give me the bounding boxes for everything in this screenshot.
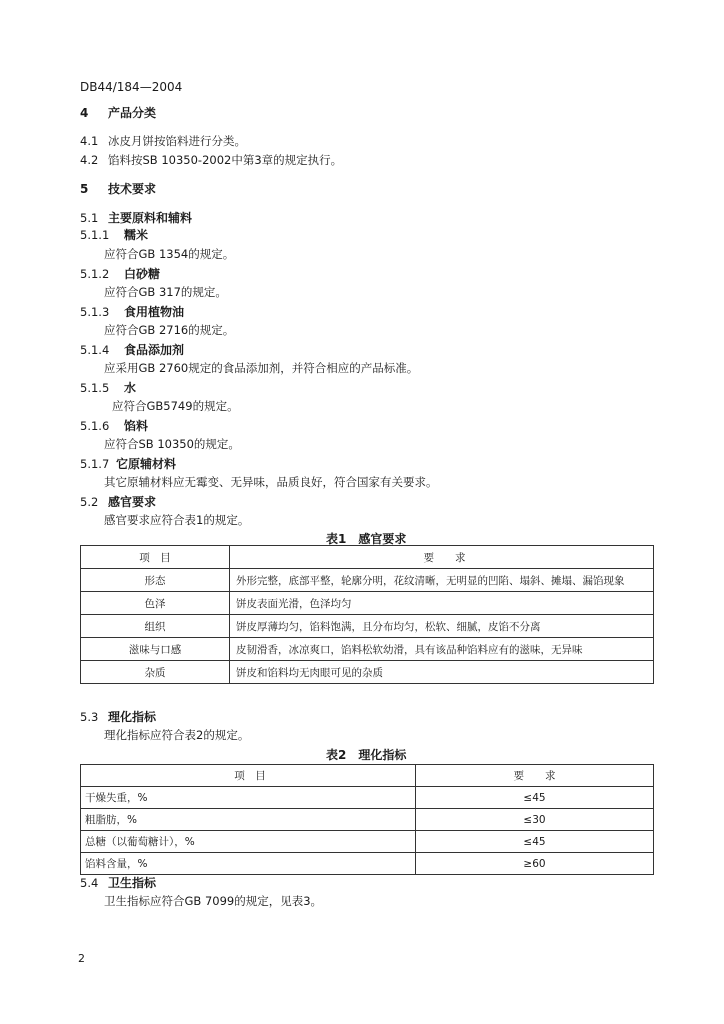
clause-title: 水 [124, 381, 137, 395]
section-title: 技术要求 [108, 182, 157, 196]
clause-number: 5.1 [80, 211, 99, 225]
table-header-row [81, 765, 654, 787]
table-cell: 组织 [81, 615, 230, 638]
clause-text: 冰皮月饼按馅料进行分类。 [108, 134, 246, 148]
table-cell: ≤45 [416, 831, 654, 853]
clause-title: 它原辅材料 [116, 457, 177, 471]
clause-5-1-6-heading [80, 417, 148, 434]
clause-5-3-text: 理化指标应符合表2的规定。 [104, 728, 250, 742]
table-row [81, 592, 654, 615]
table-row [81, 853, 654, 875]
clause-title: 白砂糖 [124, 267, 161, 281]
section-number: 5 [80, 182, 89, 196]
clause-title: 主要原料和辅料 [108, 211, 193, 225]
table-row [81, 638, 654, 661]
clause-number: 5.1.3 [80, 305, 110, 319]
table-cell: 总糖（以葡萄糖计），% [81, 831, 416, 853]
table-cell: 皮韧滑香，冰凉爽口，馅料松软幼滑，具有该品种馅料应有的滋味，无异味 [230, 638, 654, 661]
clause-5-1 [80, 209, 192, 226]
table-header-cell: 项 目 [81, 546, 230, 569]
table-header-cell: 要 求 [230, 546, 654, 569]
clause-number: 5.1.7 [80, 457, 110, 471]
table-cell: 粗脂肪，% [81, 809, 416, 831]
clause-title: 馅料 [124, 419, 149, 433]
table-cell: 色泽 [81, 592, 230, 615]
clause-number: 5.2 [80, 495, 99, 509]
table-cell: 饼皮表面光滑，色泽均匀 [230, 592, 654, 615]
table-row [81, 831, 654, 853]
clause-5-1-4-heading [80, 341, 184, 358]
clause-5-4-text: 卫生指标应符合GB 7099的规定，见表3。 [104, 894, 323, 908]
clause-number: 5.1.2 [80, 267, 110, 281]
clause-5-1-5-heading [80, 379, 136, 396]
clause-4-2 [80, 152, 342, 168]
table-cell: 滋味与口感 [81, 638, 230, 661]
clause-5-1-3-heading [80, 303, 184, 320]
clause-title: 食品添加剂 [124, 343, 185, 357]
clause-number: 4.2 [80, 153, 99, 167]
clause-number: 5.4 [80, 876, 99, 890]
table-cell: 杂质 [81, 661, 230, 684]
clause-5-1-2-heading [80, 265, 160, 282]
clause-title: 食用植物油 [124, 305, 185, 319]
document-code: DB44/184—2004 [80, 80, 183, 94]
table-cell: ≤45 [416, 787, 654, 809]
table-2-caption: 表2 理化指标 [326, 748, 407, 762]
clause-5-1-6-text: 应符合SB 10350的规定。 [104, 437, 240, 451]
clause-5-2-heading [80, 493, 156, 510]
clause-number: 4.1 [80, 134, 99, 148]
sensory-requirements-table [80, 545, 654, 684]
table-row [81, 787, 654, 809]
table-cell: 饼皮厚薄均匀，馅料饱满，且分布均匀，松软、细腻，皮馅不分离 [230, 615, 654, 638]
table-cell: ≤30 [416, 809, 654, 831]
table-row [81, 615, 654, 638]
table-row [81, 809, 654, 831]
table-1-caption: 表1 感官要求 [326, 532, 407, 546]
section-4-heading [80, 104, 156, 121]
table-cell: ≥60 [416, 853, 654, 875]
table-row [81, 569, 654, 592]
table-cell: 形态 [81, 569, 230, 592]
table-cell: 饼皮和馅料均无肉眼可见的杂质 [230, 661, 654, 684]
clause-5-2-text: 感官要求应符合表1的规定。 [104, 513, 250, 527]
section-number: 4 [80, 106, 89, 120]
clause-number: 5.3 [80, 710, 99, 724]
table-header-row [81, 546, 654, 569]
clause-4-1 [80, 133, 246, 149]
table-cell: 干燥失重，% [81, 787, 416, 809]
clause-number: 5.1.4 [80, 343, 110, 357]
clause-5-1-3-text: 应符合GB 2716的规定。 [104, 323, 235, 337]
clause-title: 感官要求 [108, 495, 157, 509]
clause-number: 5.1.6 [80, 419, 110, 433]
table-cell: 馅料含量，% [81, 853, 416, 875]
clause-5-3-heading [80, 708, 156, 725]
clause-5-1-1-heading [80, 226, 148, 243]
clause-5-1-1-text: 应符合GB 1354的规定。 [104, 247, 235, 261]
clause-5-1-4-text: 应采用GB 2760规定的食品添加剂，并符合相应的产品标准。 [104, 361, 419, 375]
clause-text: 馅料按SB 10350-2002中第3章的规定执行。 [108, 153, 343, 167]
clause-5-1-2-text: 应符合GB 317的规定。 [104, 285, 227, 299]
section-title: 产品分类 [108, 106, 157, 120]
table-row [81, 661, 654, 684]
page-number: 2 [78, 952, 85, 965]
clause-5-1-7-text: 其它原辅材料应无霉变、无异味，品质良好，符合国家有关要求。 [104, 475, 438, 489]
table-header-cell: 项 目 [81, 765, 416, 787]
physicochemical-table [80, 764, 654, 875]
table-header-cell: 要 求 [416, 765, 654, 787]
clause-number: 5.1.1 [80, 228, 110, 242]
clause-number: 5.1.5 [80, 381, 110, 395]
clause-5-1-5-text: 应符合GB5749的规定。 [112, 399, 239, 413]
clause-5-1-7-heading [80, 455, 176, 472]
clause-5-4-heading [80, 874, 156, 891]
table-cell: 外形完整，底部平整，轮廓分明，花纹清晰，无明显的凹陷、塌斜、摊塌、漏馅现象 [230, 569, 654, 592]
clause-title: 卫生指标 [108, 876, 157, 890]
clause-title: 糯米 [124, 228, 149, 242]
clause-title: 理化指标 [108, 710, 157, 724]
section-5-heading [80, 180, 156, 197]
